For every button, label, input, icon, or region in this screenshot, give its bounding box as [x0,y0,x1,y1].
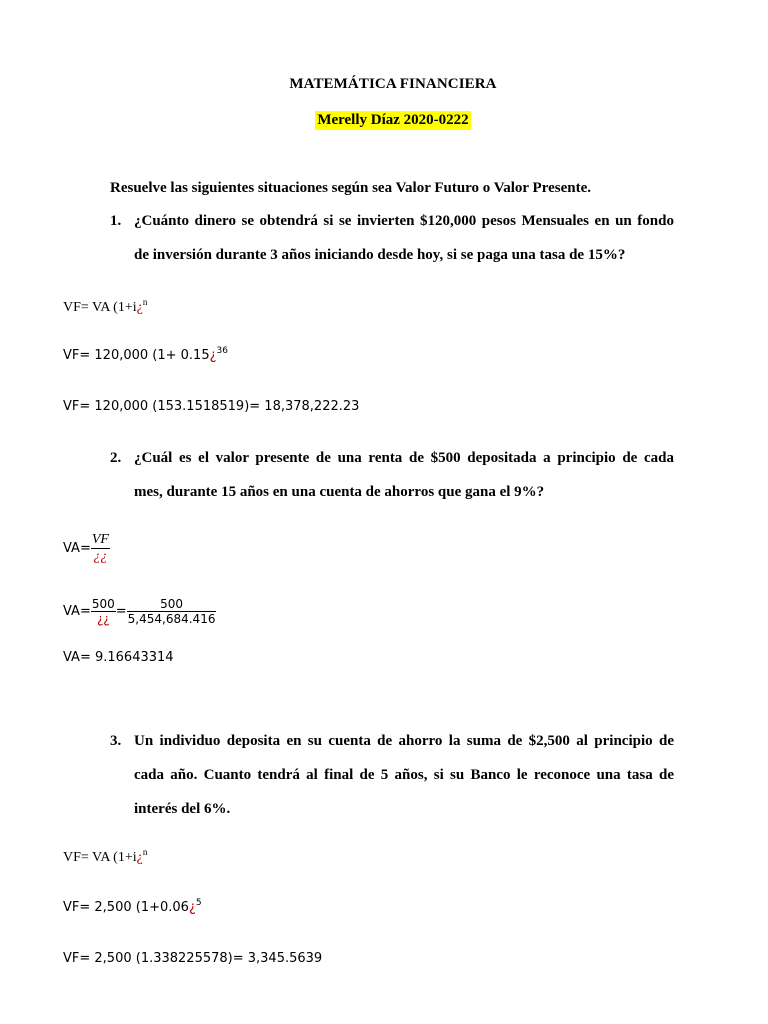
q2-line-2: mes, durante 15 años en una cuenta de ahorros que gana el 9%? [134,484,545,500]
q2-f2-denominator-2: 5,454,684.416 [127,612,216,626]
instructions: Resuelve las siguientes situaciones según sea Valor Futuro o Valor Presente. [110,180,591,196]
q3-line-3: interés del 6%. [134,801,231,817]
q2-f1-numerator: VF [91,532,109,547]
q2-formula-2: VA= $\frac{500}{¿¿}$ = $\frac{500}{5,454,684.416}$ [63,597,216,626]
document-title: MATEMÁTICA FINANCIERA [289,76,497,92]
q1-formula-2: VF= 120,000 (1+ 0.15¿$^{36}$ [63,346,228,363]
q3-line-2: cada año. Cuanto tendrá al final de 5 años, si su Banco le reconoce una tasa de [134,767,674,783]
q3-formula-1: VF= VA (1+i¿$^n$ [63,847,148,865]
q2-f1-denominator: ¿¿ [91,548,110,565]
q1-formula-1: VF= VA (1+i¿$^n$ [63,297,148,315]
q2-f2-numerator-2: 500 [160,597,184,611]
q2-formula-3: VA= 9.16643314 [63,650,174,665]
q1-formula-3: VF= 120,000 (153.1518519)= 18,378,222.23 [63,399,360,414]
author-line [0,111,768,130]
q2-f2-denominator-1: ¿¿ [91,611,116,626]
q2-number: 2. [110,450,122,466]
q2-line-1: ¿Cuál es el valor presente de una renta de $500 depositada a principio de cada [134,450,674,466]
q3-number: 3. [110,733,122,749]
q2-formula-1: VA= $\frac{VF}{¿¿}$ [63,532,109,564]
q3-line-1: Un individuo deposita en su cuenta de ahorro la suma de $2,500 al principio de [134,733,674,749]
q3-formula-2: VF= 2,500 (1+0.06¿$^5$ [63,898,202,915]
q1-line-1: ¿Cuánto dinero se obtendrá si se invierten $120,000 pesos Mensuales en un fondo [134,213,674,229]
q2-f2-numerator-1: 500 [91,597,115,611]
q1-number: 1. [110,213,122,229]
q3-formula-3: VF= 2,500 (1.338225578)= 3,345.5639 [63,951,323,966]
author-highlight: Merelly Díaz 2020-0222 [317,112,469,128]
q1-line-2: de inversión durante 3 años iniciando desde hoy, si se paga una tasa de 15%? [134,247,626,263]
